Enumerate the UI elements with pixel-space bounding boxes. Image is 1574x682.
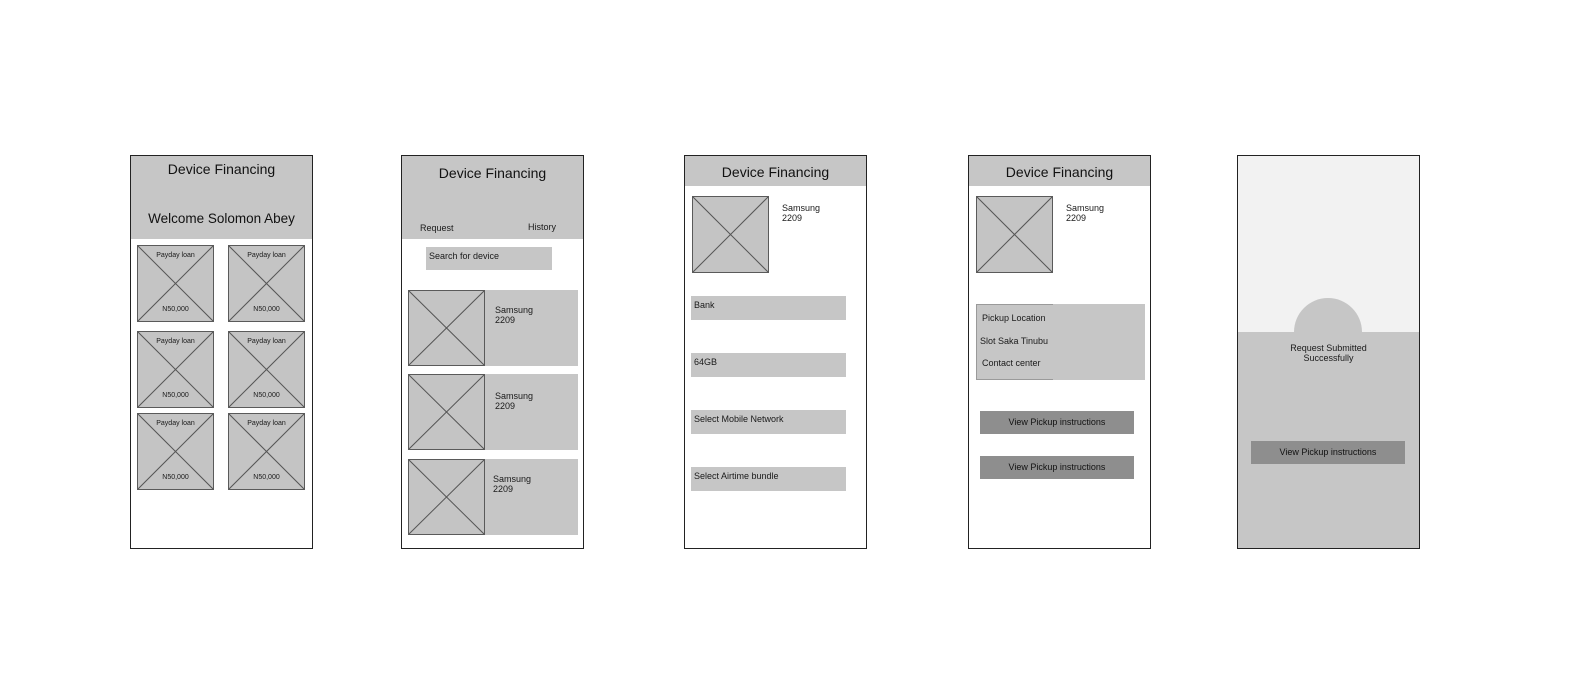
mobile-network-select[interactable]: Select Mobile Network [691,410,846,434]
product-name: Samsung [495,305,534,315]
airtime-bundle-select[interactable]: Select Airtime bundle [691,467,846,491]
placeholder-image-icon [409,291,484,365]
product-image [408,459,485,535]
search-input[interactable]: Search for device [426,247,552,270]
welcome-text: Welcome Solomon Abey [148,211,295,226]
product-card[interactable] [408,374,578,450]
product-model: 2209 [782,213,803,223]
view-pickup-instructions-button[interactable]: View Pickup instructions [980,411,1134,434]
loan-tile[interactable] [137,245,214,322]
tile-label: Payday loan [156,420,195,427]
tab-history[interactable]: History [528,222,557,232]
product-name: Samsung [1066,203,1105,213]
product-name: Samsung [782,203,821,213]
placeholder-image-icon [693,197,768,272]
pickup-info-panel [976,304,1145,380]
product-image [408,290,485,366]
view-pickup-instructions-button[interactable]: View Pickup instructions [980,456,1134,479]
pickup-screen [968,155,1151,549]
contact-center-label: Contact center [982,358,1041,368]
tile-amount: N50,000 [162,306,189,313]
tile-amount: N50,000 [253,306,280,313]
product-model: 2209 [495,315,516,325]
product-model: 2209 [493,484,514,494]
placeholder-image-icon [409,460,484,534]
tile-amount: N50,000 [253,474,280,481]
product-name: Samsung [495,391,534,401]
tile-label: Payday loan [247,420,286,427]
loan-tile[interactable] [228,413,305,490]
loan-tile[interactable] [228,245,305,322]
tile-label: Payday loan [247,252,286,259]
home-screen [130,155,313,549]
tile-label: Payday loan [247,338,286,345]
tile-amount: N50,000 [162,392,189,399]
product-model: 2209 [1066,213,1087,223]
app-title: Device Financing [721,164,830,180]
view-pickup-instructions-button[interactable]: View Pickup instructions [1251,441,1405,464]
pickup-address: Slot Saka Tinubu [980,336,1049,346]
placeholder-image-icon [977,197,1052,272]
success-screen [1237,155,1420,549]
request-form-screen [684,155,867,549]
app-title: Device Financing [438,165,547,181]
storage-select[interactable]: 64GB [691,353,846,377]
product-card[interactable] [408,459,578,535]
placeholder-image-icon [409,375,484,449]
tile-label: Payday loan [156,252,195,259]
app-title: Device Financing [1005,164,1114,180]
pickup-location-label: Pickup Location [982,313,1046,323]
loan-tile[interactable] [137,413,214,490]
success-message-line1: Request Submitted [1290,343,1367,353]
product-image [692,196,769,273]
app-title: Device Financing [167,161,276,177]
tile-amount: N50,000 [253,392,280,399]
product-image [976,196,1053,273]
product-model: 2209 [495,401,516,411]
product-image [408,374,485,450]
loan-tile[interactable] [137,331,214,408]
tab-request[interactable]: Request [420,223,454,233]
loan-tile[interactable] [228,331,305,408]
product-card[interactable] [408,290,578,366]
tile-label: Payday loan [156,338,195,345]
product-name: Samsung [493,474,532,484]
success-message-line2: Successfully [1303,353,1354,363]
tile-amount: N50,000 [162,474,189,481]
catalog-screen [401,155,584,549]
bank-select[interactable]: Bank [691,296,846,320]
